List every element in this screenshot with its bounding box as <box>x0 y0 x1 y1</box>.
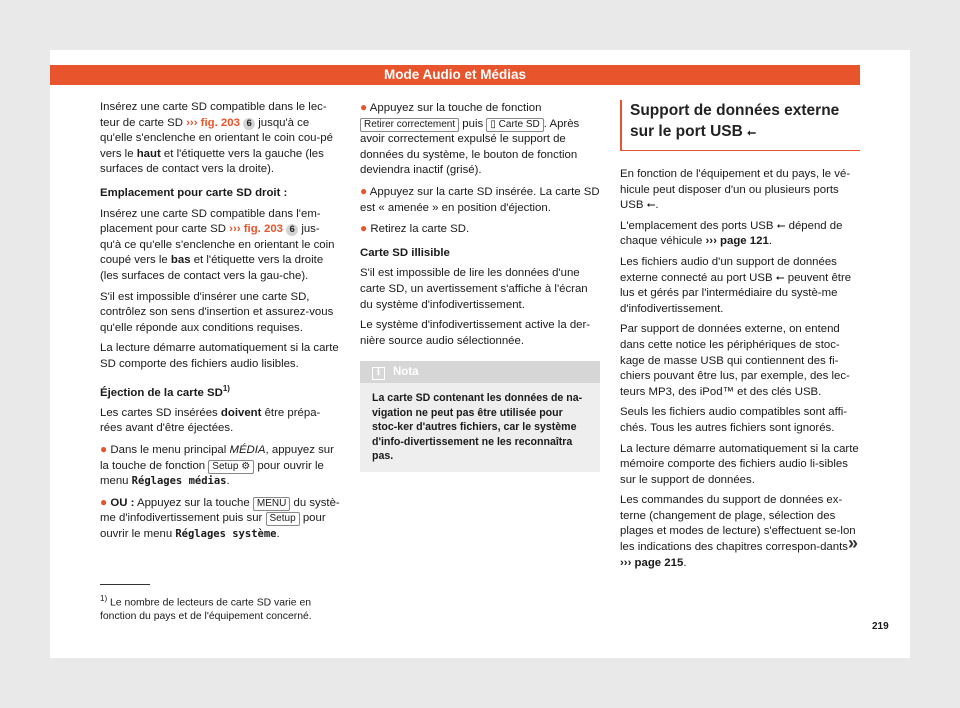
paragraph: Par support de données externe, on entend dans cette notice les périphériques de stoc-kage de masse USB qui contiennent des fi-chiers pouvant être lus, par exemple, des lec-teurs MP3, des iPod™ et des clés USB. <box>620 323 850 398</box>
paragraph: Les fichiers audio d'un support de données externe connecté au port USB ⭠ peuvent être lus et gérés par l'intermédiaire du systè-me d'infodivertissement. <box>620 255 852 315</box>
paragraph: La lecture démarre automatiquement si la carte mémoire comporte des fichiers audio li-sibles sur le support de données. <box>620 442 859 486</box>
column-3 <box>620 100 860 576</box>
usb-icon: ⭠ <box>646 199 656 212</box>
link-arrow[interactable]: ››› <box>186 116 198 129</box>
section-title: Support de données externe sur le port USB ⭠ <box>620 100 860 151</box>
note-box <box>360 361 600 472</box>
usb-icon: ⭠ <box>747 127 756 139</box>
remove-key: Retirer correctement <box>360 118 459 132</box>
paragraph: S'il est impossible d'insérer une carte SD, contrôlez son sens d'insertion et assurez-vous qu'elle réponde aux conditions requises. <box>100 290 334 334</box>
callout-number: 6 <box>243 118 255 130</box>
note-body: La carte SD contenant les données de na-vigation ne peut pas être utilisée pour stoc-ker d'autres fichiers, car le système d'info-divertissement ne les reconnaîtra pas. <box>372 392 583 463</box>
callout-number: 6 <box>286 224 298 236</box>
paragraph: Seuls les fichiers audio compatibles sont affi-chés. Tous les autres fichiers sont ignorés. <box>620 406 848 434</box>
page-number: 219 <box>872 621 889 632</box>
continue-mark: » <box>848 533 859 553</box>
bullet-item: ● Appuyez sur la carte SD insérée. La carte SD est « amenée » en position d'éjection. <box>360 183 600 214</box>
paragraph: La lecture démarre automatiquement si la carte SD comporte des fichiers audio lisibles. <box>100 342 339 370</box>
figure-link[interactable]: fig. 203 <box>200 116 240 129</box>
paragraph: Les cartes SD insérées doivent être prépa-rées avant d'être éjectées. <box>100 406 321 435</box>
page-header: Mode Audio et Médias <box>50 65 860 85</box>
footnote-ref: 1) <box>222 383 230 393</box>
link-arrow[interactable]: ››› <box>229 223 241 236</box>
bullet-item: ● Appuyez sur la touche de fonction Retirer correctement puis ▯ Carte SD . Après avoir correctement expulsé le support de données du système, le bouton de fonction deviendra inactif (grisé). <box>360 100 580 177</box>
info-icon: i <box>372 367 385 380</box>
usb-icon: ⭠ <box>775 271 785 284</box>
bullet-item: ● OU : Appuyez sur la touche MENU du systè-me d'infodivertissement puis sur Setup pour ouvrir le menu Réglages système. <box>100 494 340 541</box>
bullet-icon: ● <box>100 442 108 457</box>
paragraph: Le système d'infodivertissement active la der-nière source audio sélectionnée. <box>360 319 591 347</box>
footnote-divider <box>100 584 150 585</box>
page-link[interactable]: ››› page 121 <box>705 235 769 248</box>
subheading: Éjection de la carte SD$^{1)}$ <box>100 383 230 399</box>
bullet-icon: ● <box>100 494 108 509</box>
column-1 <box>100 100 340 548</box>
menu-name: Réglages système <box>175 528 277 541</box>
figure-link[interactable]: fig. 203 <box>243 223 283 236</box>
paragraph: Insérez une carte SD compatible dans l'em-placement pour carte SD ››› fig. 203 6 jus-qu'à ce qu'elle s'enclenche en orientant le coin coupé vers le bas et l'étiquette vers la droite (les surfaces de contact vers la gau-che). <box>100 207 335 282</box>
paragraph: Les commandes du support de données ex-terne (changement de plage, sélection des plages et modes de lecture) s'effectuent se-lon les indications des chapitres correspon-dants ››› page 215. <box>620 494 856 569</box>
subheading: Emplacement pour carte SD droit : <box>100 186 288 199</box>
paragraph: En fonction de l'équipement et du pays, le vé-hicule peut disposer d'un ou plusieurs ports USB ⭠. <box>620 168 851 212</box>
bullet-item: ● Dans le menu principal MÉDIA, appuyez sur la touche de fonction Setup ⚙ pour ouvrir le menu Réglages médias. <box>100 442 334 488</box>
bullet-icon: ● <box>360 100 368 114</box>
setup-key: Setup ⚙ <box>208 460 254 474</box>
usb-icon: ⭠ <box>776 219 786 232</box>
bullet-icon: ● <box>360 221 368 236</box>
subheading: Carte SD illisible <box>360 246 450 259</box>
footnote: $^{1)}$ Le nombre de lecteurs de carte SD varie en fonction du pays et de l'équipement concerné. <box>100 594 312 623</box>
bullet-item: ● Retirez la carte SD. <box>360 221 470 236</box>
setup-key: Setup <box>266 512 300 526</box>
paragraph: S'il est impossible de lire les données d'une carte SD, un avertissement s'affiche à l'écran du système d'infodivertissement. <box>360 267 588 311</box>
menu-key: MENU <box>253 497 290 511</box>
paragraph: Insérez une carte SD compatible dans le lec-teur de carte SD ››› fig. 203 6 jusqu'à ce qu'elle s'enclenche en orientant le coin cou-pé vers le haut et l'étiquette vers la gauche (les surfaces de contact vers la droite). <box>100 101 333 176</box>
menu-name: Réglages médias <box>131 475 227 488</box>
sd-card-key: ▯ Carte SD <box>486 118 543 132</box>
bullet-icon: ● <box>360 183 368 198</box>
page-link[interactable]: ››› page 215 <box>620 556 684 569</box>
paragraph: L'emplacement des ports USB ⭠ dépend de chaque véhicule ››› page 121. <box>620 219 843 248</box>
column-2 <box>360 100 600 472</box>
note-header: i Nota <box>360 361 600 383</box>
